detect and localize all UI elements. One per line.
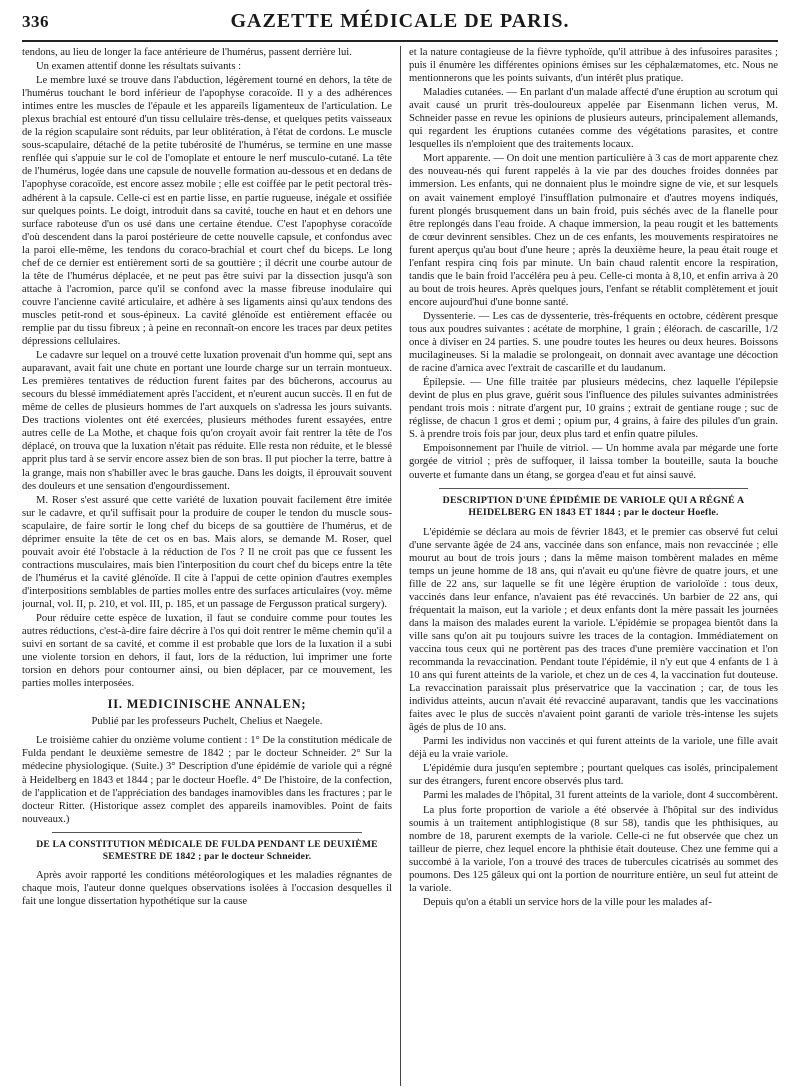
- paragraph: Le membre luxé se trouve dans l'abduction, légèrement tourné en dehors, la tête de l'humérus touchant le bord inférieur de l'apophyse coracoïde. Il y a des adhérences intimes entre les muscles de l'épaule et les appareils ligamenteux de l'articulation. Le plexus brachial est entouré d'un tissu cellulaire très-dense, et quelques petits vaisseaux de la région scapulaire sont réduits, par leur oblitération, à l'état de cordons. Le muscle sous-scapulaire, détaché de la petite tubérosité de l'humérus, se termine en une masse renflée qui s'appuie sur le col de l'omoplate et entoure le nerf musculo-cutané. La tête de l'humérus, logée dans une capsule de nouvelle formation au-dessous et en dedans de l'apophyse coracoïde, est encore assez mobile ; elle est coiffée par le petit pectoral très-adhérent à la capsule. Celle-ci est en partie lisse, en partie rugueuse, inégale et ossifiée sur quelques points. Le doigt, introduit dans sa cavité, touche en haut et en dehors une surface raboteuse d'un os usé dans une certaine étendue. C'est l'apophyse coracoïde d'où descendent dans la paroi postérieure de cette nouvelle capsule, et confondus avec la paroi elle-même, les tendons du coraco-brachial et court chef du biceps. Le long chef de ce dernier est entièrement sorti de sa gouttière ; il décrit une courbe autour de la tête de l'humérus déplacée, et ne peut pas être suivi par la dissection jusqu'à son attache à l'acromion, parce qu'il se confond avec la masse fibreuse inodulaire qui couvre l'ancienne cavité articulaire, et adhère à ses ligaments ainsi qu'aux tendons des muscles petit-rond et sous-épineux. La cavité glénoïde est entièrement effacée ou remplie par du tissu fibreux ; à peine en reconnaît-on encore les traces par deux petites dépressions cellulaires.: [22, 75, 392, 348]
- article-title: DESCRIPTION D'UNE ÉPIDÉMIE DE VARIOLE QUI A RÉGNÉ A HEIDELBERG EN 1843 ET 1844 ; par le docteur Hoefle.: [442, 494, 745, 519]
- paragraph: Dyssenterie. — Les cas de dyssenterie, très-fréquents en octobre, cédèrent presque tous aux poudres suivantes : acétate de morphine, 1 grain ; éléorach. de cascarille, 1/2 once à diviser en 24 parties. S. une poudre toutes les heures ou deux heures. Boissons mucilagineuses. Si la maladie se prolongeait, on donnait avec avantage une décoction de racine d'arnica avec l'extrait de cascarille et du laudanum.: [409, 310, 778, 375]
- page-number: 336: [22, 12, 49, 31]
- paragraph: M. Roser s'est assuré que cette variété de luxation pouvait facilement être imitée sur le cadavre, et qu'il suffisait pour la produire de couper le tendon du muscle sous-scapulaire, de faire sortir le long chef du biceps de sa gouttière de l'humérus, et de déprimer ensuite la tête de cet os en bas. Mais alors, se demande M. Roser, quel pouvait avoir été l'obstacle à la réduction de l'os ? Il ne croit pas que ce fussent les contractions musculaires, mais bien l'interposition du court chef du biceps entre la tête de l'humérus et la cavité glénoïde. Il cite à l'appui de cette opinion d'autres exemples d'interpositions semblables de parties molles entre des surfaces articulaires (voy. même journal, vol. II, p. 210, et vol. III, p. 185, et un passage de Fergusson pratical surgery).: [22, 494, 392, 610]
- page-header: [22, 10, 778, 42]
- paragraph: Empoisonnement par l'huile de vitriol. — Un homme avala par mégarde une forte gorgée de vitriol ; près de suffoquer, il laissa tomber la bouteille, sauta la bouche ouverte et fumante dans un étang, se gorgea d'eau et fut ainsi sauvé.: [409, 443, 778, 481]
- paragraph: et la nature contagieuse de la fièvre typhoïde, qu'il attribue à des infusoires parasites ; puis il énumère les différentes opinions émises sur les céphalæmatomes, etc. Nous ne mentionnerons que les points suivants, d'un intérêt plus pratique.: [409, 47, 778, 85]
- paragraph: Parmi les individus non vaccinés et qui furent atteints de la variole, une fille avait déjà eu la vraie variole.: [409, 736, 778, 761]
- paragraph: Mort apparente. — On doit une mention particulière à 3 cas de mort apparente chez des nouveau-nés qui furent rappelés à la vie par des douches froides données par immersion. Les enfants, qui ne donnaient plus le moindre signe de vie, et sur lesquels on avait vainement employé l'insufflation pulmonaire et d'autres moyens indiqués, furent plongés brusquement dans un bain froid, puis séchés avec de la flanelle pour être replongés dans l'eau froide. A chaque immersion, la peau rougit et les battements de cœur devinrent sensibles. Chez un de ces enfants, les mouvements respiratoires ne furent aperçus qu'au bout d'une heure ; après la deuxième heure, la peau était rouge et l'enfant respira cinq fois par minute. Un bain chaud ralentit encore la respiration, tandis que le bain froid l'accéléra peu à peu. Celle-ci monta à 8,10, et enfin arriva à 20 au bout de trois heures. Après quelques jours, l'enfant se rétablit complètement et jouit encore aujourd'hui d'une bonne santé.: [409, 153, 778, 308]
- divider: [439, 488, 748, 489]
- paragraph: Après avoir rapporté les conditions météorologiques et les maladies régnantes de chaque mois, l'auteur donne quelques observations isolées à l'occasion desquelles il fait une longue dissertation hypothétique sur la cause: [22, 869, 392, 907]
- paragraph: Le troisième cahier du onzième volume contient : 1° De la constitution médicale de Fulda pendant le deuxième semestre de 1842 ; par le docteur Schneider. 2° Sur la médecine physiologique. (Suite.) 3° Description d'une épidémie de variole qui a régné à Heidelberg en 1843 et 1844 ; par le docteur Hoefle. 4° De l'histoire, de la confection, de l'application et de l'appréciation des bandages inamovibles dans les fractures ; par le docteur Ritter. (Historique assez complet des appareils inamovibles. Point de faits nouveaux.): [22, 735, 392, 825]
- section-subtitle: Publié par les professeurs Puchelt, Chelius et Naegele.: [91, 716, 323, 728]
- paragraph: Épilepsie. — Une fille traitée par plusieurs médecins, chez laquelle l'épilepsie devint de plus en plus grave, guérit sous l'influence des pilules suivantes administrées pendant trois mois : nitrate d'argent pur, 10 grains ; extrait de gentiane rouge ; suc de réglisse, de chacun 1 gros et demi ; opium pur, 4 grains, à faire des pilules d'un grain. S. à prendre trois fois par jour, deux plus tard et enfin quatre pilules.: [409, 377, 778, 441]
- journal-title: GAZETTE MÉDICALE DE PARIS.: [230, 10, 570, 32]
- paragraph: Un examen attentif donne les résultats suivants :: [36, 61, 242, 73]
- paragraph: Pour réduire cette espèce de luxation, il faut se conduire comme pour toutes les autres réductions, c'est-à-dire faire décrire à l'os qui doit rentrer le même chemin qu'il a suivi en sortant de sa cavité, et comme il est probable que lors de la luxation il a subi une violente torsion en dehors, il faut, lors de la réduction, lui imprimer une forte torsion en dehors pour contourner ainsi, ou bien déplacer, par ce mouvement, les parties molles interposées.: [22, 613, 392, 690]
- paragraph: tendons, au lieu de longer la face antérieure de l'humérus, passent derrière lui.: [22, 47, 352, 58]
- paragraph: La plus forte proportion de variole a été observée à l'hôpital sur des individus soumis à un traitement antiphlogistique (8 sur 58), tandis que les phthisiques, au nombre de 18, parurent exempts de la variole. Celle-ci ne fut observée que chez un tailleur de pierre, chez lequel encore la phthisie était douteuse. Chez une femme qui a succombé à la variole, l'on a trouvé des traces de tubercules cicatrisés au sommet des poumons. Des 125 gâleux qui ont la portion de nourriture entière, un seul fut atteint de la variole.: [409, 804, 778, 894]
- paragraph: L'épidémie se déclara au mois de février 1843, et le premier cas observé fut celui d'une servante âgée de 24 ans, vaccinée dans son enfance, mais non revaccinée ; elle mourut au bout de trois jours ; dans la même maison tombèrent malades en même temps un jeune homme de 18 ans, qui n'avait eu qu'une fièvre de quatre jours, et une fille de 22 ans, sur laquelle se fit une légère éruption de varioloïde : tous deux, vaccinés dans leur enfance, n'avaient pas été revaccinés. Un barbier de 22 ans, qui fréquentait la maison, eut la variole ; et deux enfants dont la mère passait les journées dans la maison des malades eurent la variole. L'épidémie se propagea bientôt dans la ville sans qu'on ait pu toujours suivre les traces de la contagion. Immédiatement on vaccina tous ceux qui ne portèrent pas des traces d'une première vaccination et l'on recommanda la revaccination. Pendant toute l'épidémie, il n'y eut que 4 enfants de 1 à 10 ans qui furent atteints de la variole, et chez un de ces 4, la vaccination fut douteuse. La revaccination paraissait plus préservatrice que la vaccination ; car, de tous les individus atteints, aucun n'avait été revacciné auparavant, tandis que les vaccinations faites avec le plus de succès n'avaient point garanti de variole très-intense les sujets âgés de plus de 10 ans.: [409, 526, 778, 734]
- paragraph: Parmi les malades de l'hôpital, 31 furent atteints de la variole, dont 4 succombèrent.: [423, 790, 778, 802]
- left-column: [22, 46, 400, 1086]
- article-title: DE LA CONSTITUTION MÉDICALE DE FULDA PENDANT LE DEUXIÈME SEMESTRE DE 1842 ; par le docteur Schneider.: [36, 838, 378, 862]
- paragraph: Le cadavre sur lequel on a trouvé cette luxation provenait d'un homme qui, sept ans auparavant, avait fait une chute en portant une lourde charge sur un terrain montueux. Les premières tentatives de réduction furent faites par des bûcherons, accourus au secours du blessé immédiatement après l'accident, et n'eurent aucun succès. Il en fut de même de celles de plusieurs hommes de l'art auxquels on s'adressa les jours suivants. Des tractions violentes ont été exercées, plusieurs méthodes furent essayées, entre autres celle de La Mothe, et chaque fois qu'on croyait avoir fait rentrer la tête de l'os déplacé, on trouva que la luxation n'était pas réduite. Elle resta non réduite, et le blessé apprit plus tard à se servir encore assez bien de son bras. Il put piocher la terre, battre à la grange, mais non s'habiller avec le bras gauche. Dans les doigts, il éprouvait souvent des douleurs et une sensation d'engourdissement.: [22, 350, 392, 492]
- section-title: II. MEDICINISCHE ANNALEN;: [107, 697, 307, 712]
- paragraph: Maladies cutanées. — En parlant d'un malade affecté d'une éruption au scrotum qui avait causé un prurit très-douloureux appelée par Eisenmann lichen verus, M. Schneider passe en revue les opinions de plusieurs auteurs, principalement allemands, qui regardent les éruptions cutanées comme des végétations parasites, et contre lesquelles ils n'emploient que des traitements locaux.: [409, 87, 778, 151]
- right-column: [400, 46, 778, 1086]
- divider: [52, 832, 362, 833]
- paragraph: L'épidémie dura jusqu'en septembre ; pourtant quelques cas isolés, principalement sur des étrangers, furent encore observés plus tard.: [409, 763, 778, 788]
- paragraph: Depuis qu'on a établi un service hors de la ville pour les malades af-: [423, 896, 712, 908]
- text-columns: [22, 46, 778, 1086]
